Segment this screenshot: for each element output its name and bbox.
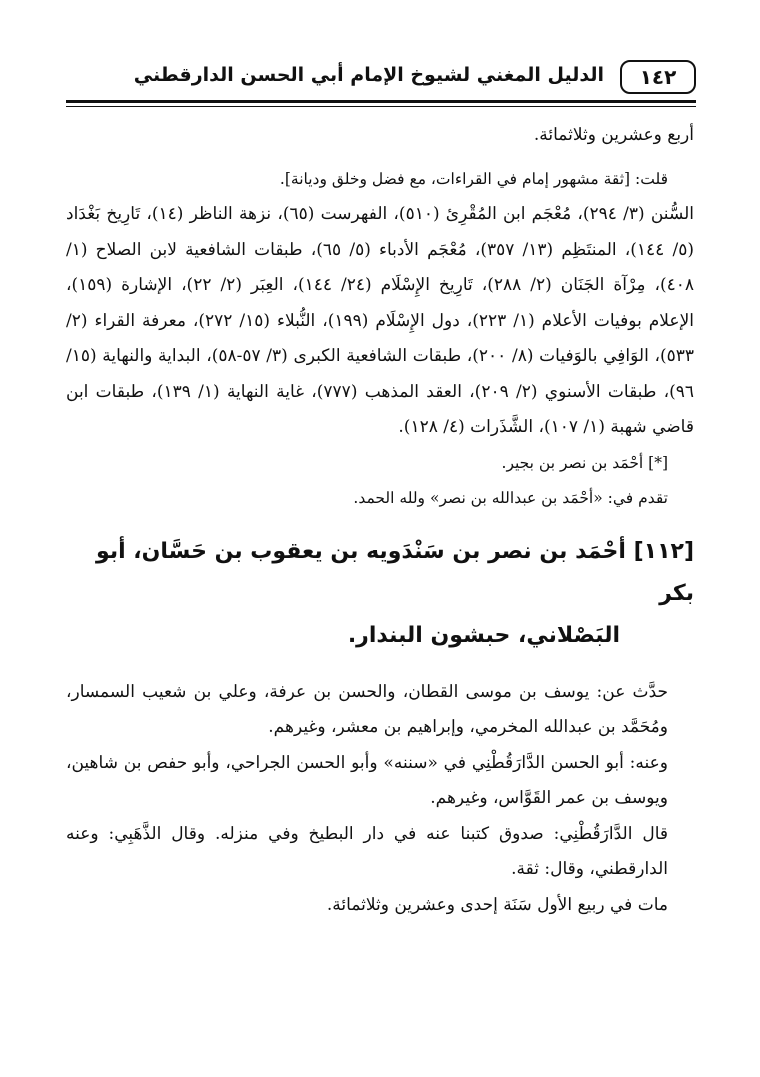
page-number: ١٤٢ bbox=[620, 60, 696, 94]
page-content bbox=[66, 118, 694, 923]
narrated-by-paragraph: وعنه: أبو الحسن الدَّارَقُطْنِي في «سننه» وأبو الحسن الجراحي، وأبو حفص بن شاهين، ويوسف بن عمر القَوَّاس، وغيرهم. bbox=[66, 752, 668, 808]
cross-reference-note: تقدم في: «أحْمَد بن عبدالله بن نصر» ولله الحمد. bbox=[353, 489, 668, 507]
entry-title-line-2: البَصْلاني، حبشون البندار. bbox=[347, 622, 620, 648]
page-header bbox=[66, 58, 696, 108]
note-line: قلت: [ثقة مشهور إمام في القراءات، مع فضل وخلق وديانة]. bbox=[279, 169, 668, 188]
narrated-from-paragraph: حدَّث عن: يوسف بن موسى القطان، والحسن بن عرفة، وعلي بن شعيب السمسار، ومُحَمَّد بن عبدالله المخرمي، وإبراهيم بن معشر، وغيرهم. bbox=[66, 681, 668, 737]
entry-title-line-1: [١١٢] أحْمَد بن نصر بن سَنْدَويه بن يعقوب بن حَسَّان، أبو بكر bbox=[96, 538, 694, 606]
continuation-line: أربع وعشرين وثلاثمائة. bbox=[533, 125, 694, 145]
sources-paragraph: السُّنن (٣/ ٢٩٤)، مُعْجَم ابن المُقْرِئ (٥١٠)، الفهرست (٦٥)، نزهة الناظر (١٤)، تَارِيخ بَغْدَاد (٥/ ١٤٤)، المنتَظِم (١٣/ ٣٥٧)، مُعْجَم الأدباء (٥/ ٦٥)، طبقات الشافعية لابن الصلاح (١/ ٤٠٨)، مِرْآة الجَنَان (٢/ ٢٨٨)، تَارِيخ الإِسْلَام (٢٤/ ١٤٤)، العِبَر (٢/ ٢٢)، الإشارة (١٥٩)، الإعلام بوفيات الأعلام (١/ ٢٢٣)، دول الإِسْلَام (١٩٩)، النُّبلاء (١٥/ ٢٧٢)، معرفة القراء (٢/ ٥٣٣)، الوَافِي بالوَفيات (٨/ ٢٠٠)، طبقات الشافعية الكبرى (٣/ ٥٧-٥٨)، البداية والنهاية (١٥/ ٩٦)، طبقات الأسنوي (٢/ ٢٠٩)، العقد المذهب (٧٧٧)، غاية النهاية (١/ ١٣٩)، طبقات ابن قاضي شهبة (١/ ١٠٧)، الشَّذَرات (٤/ ١٢٨). bbox=[66, 204, 695, 437]
header-rule bbox=[66, 100, 696, 107]
assessment-paragraph: قال الدَّارَقُطْنِي: صدوق كتبنا عنه في دار البطيخ وفي منزله. وقال الذَّهَبِي: وعنه الدارقطني، وقال: ثقة. bbox=[66, 823, 668, 879]
running-title: الدليل المغني لشيوخ الإمام أبي الحسن الدارقطني bbox=[133, 64, 604, 86]
death-line: مات في ربيع الأول سَنَة إحدى وعشرين وثلاثمائة. bbox=[326, 894, 668, 915]
entry-title bbox=[66, 531, 694, 657]
cross-reference-line: [*] أحْمَد بن نصر بن بجير. bbox=[501, 453, 668, 472]
